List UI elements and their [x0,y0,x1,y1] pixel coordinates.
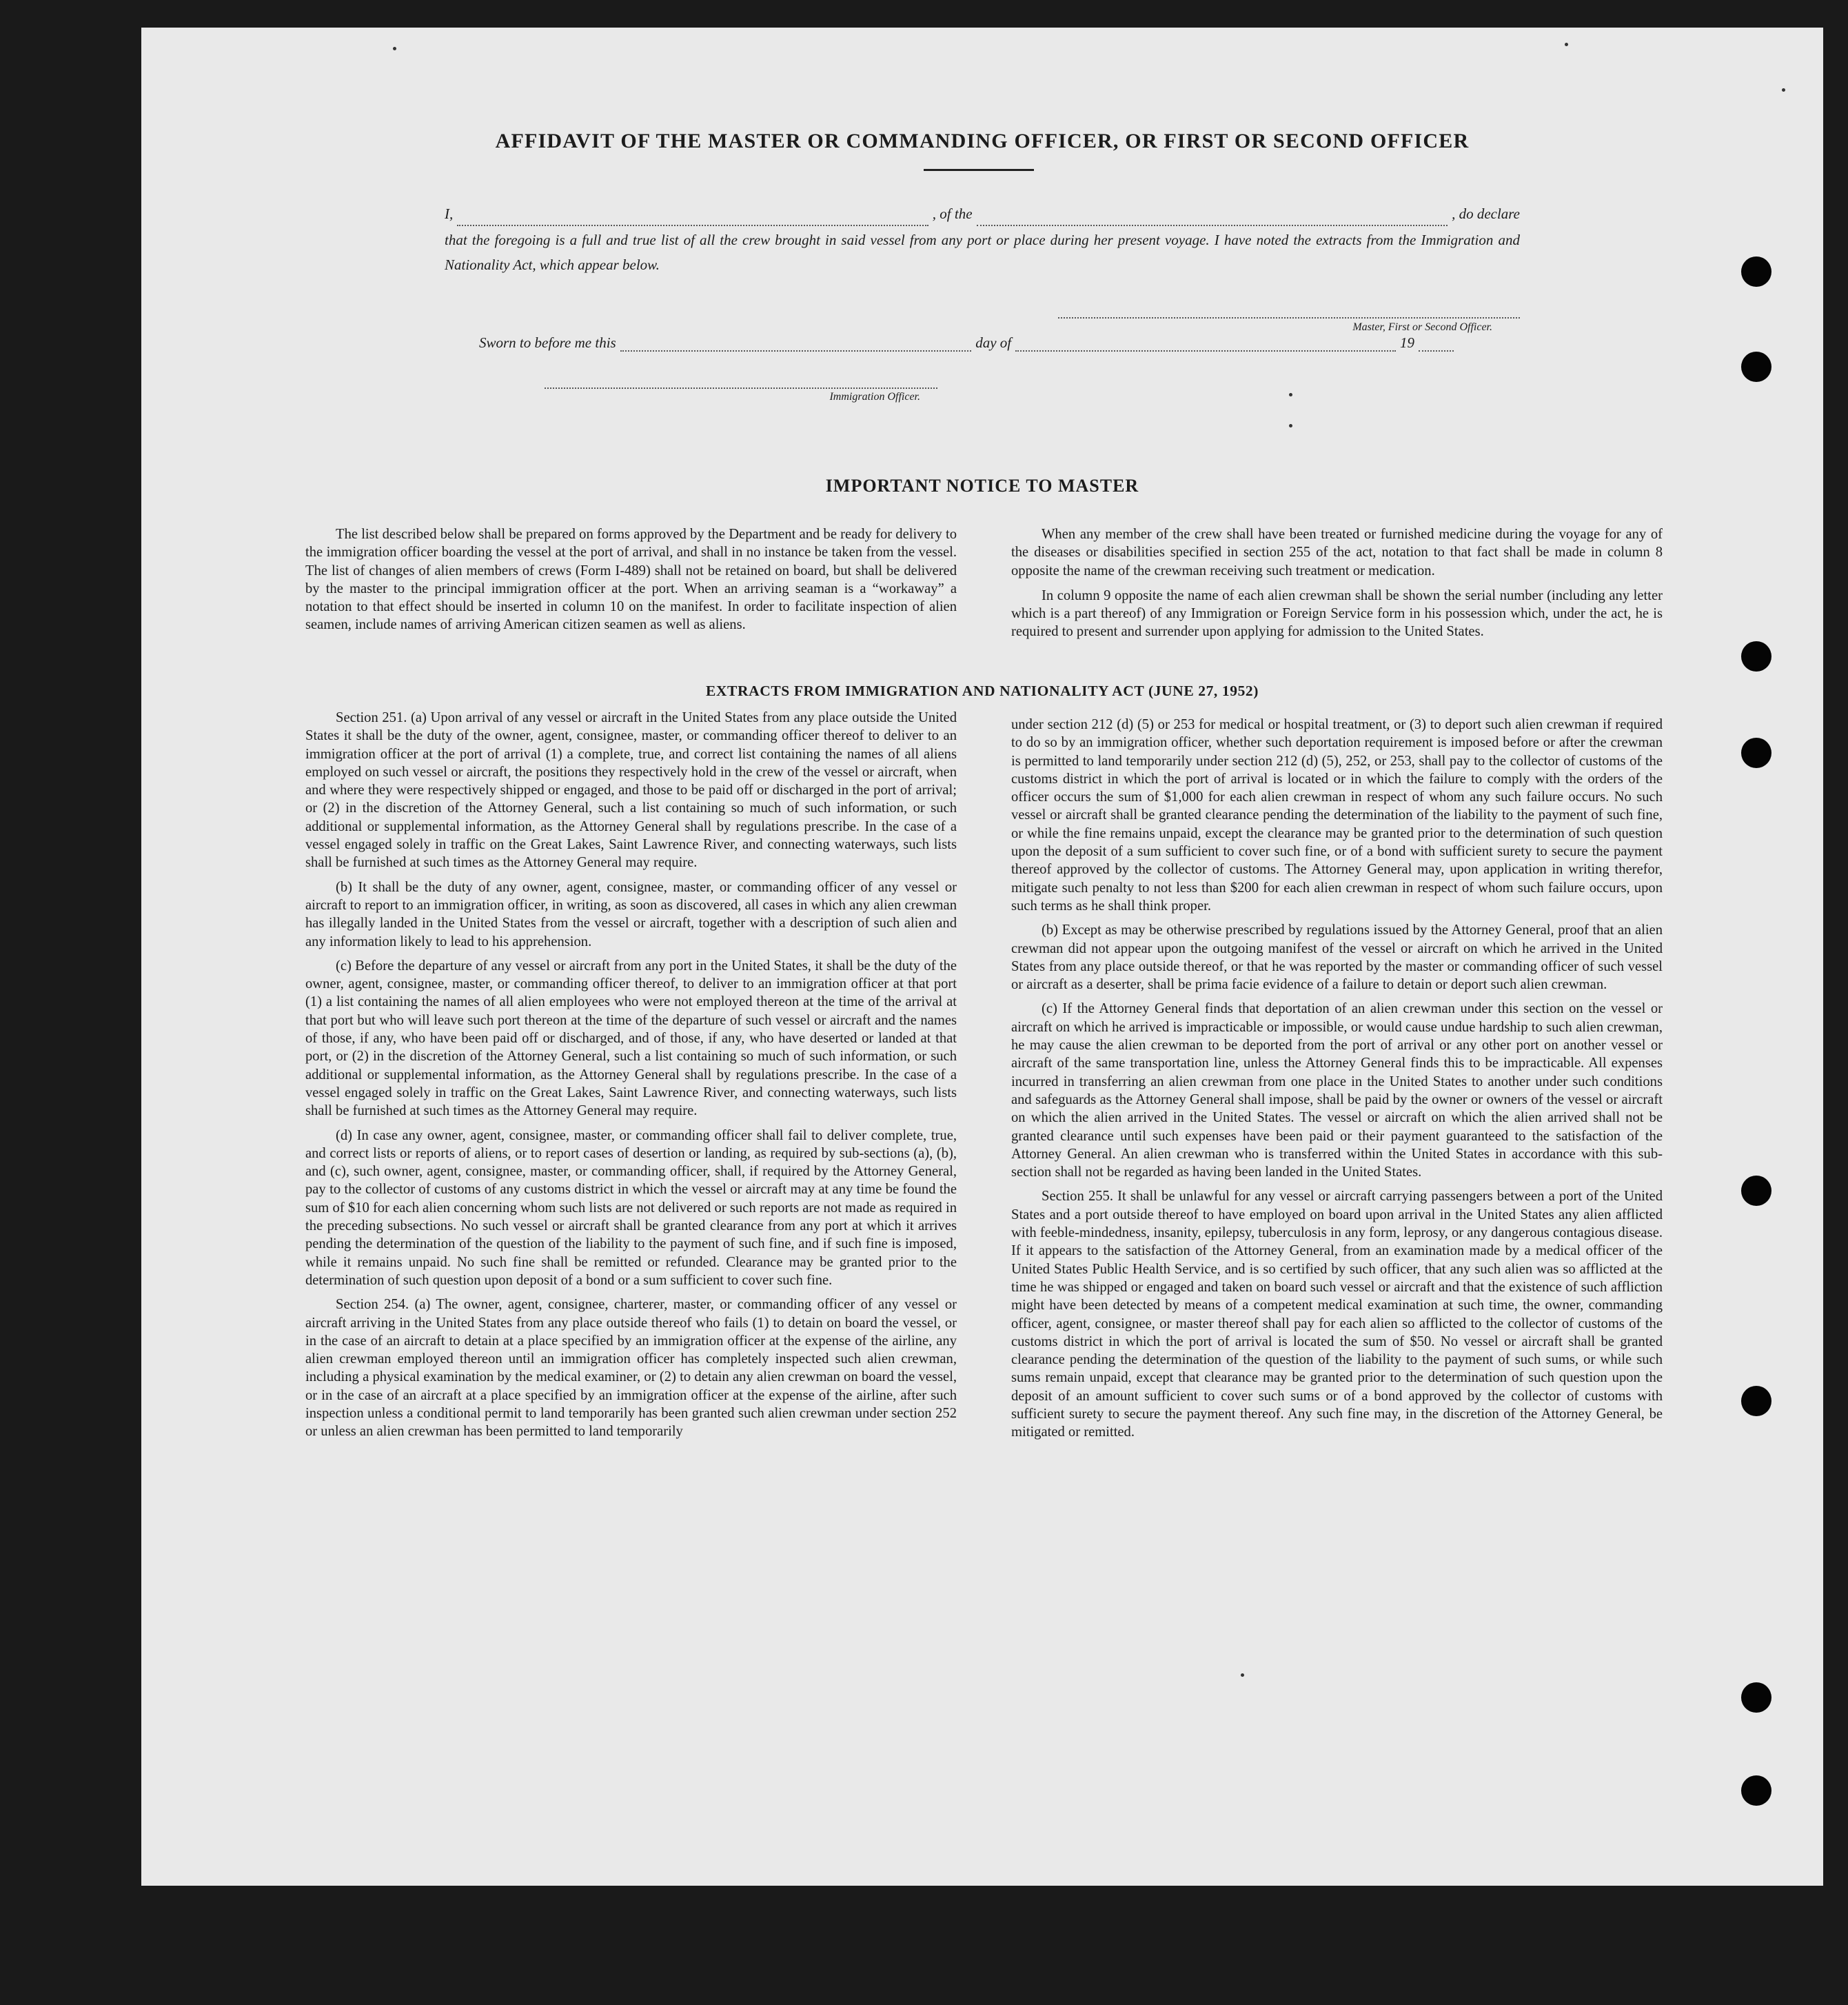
notice-left-column [305,525,957,634]
sworn-label: Sworn to before me this [479,334,616,351]
punch-hole-1 [1741,256,1771,287]
punch-hole-6 [1741,1386,1771,1416]
declaration-line [445,201,1520,226]
year-blank[interactable] [1419,336,1454,352]
punch-hole-3 [1741,641,1771,672]
notice-left-paragraph: The list described below shall be prepared on forms approved by the Department and be ready for delivery to the immigration officer boarding the vessel at the port of arrival, and shall in no instance be taken from the vessel. The list of changes of alien members of crews (Form I-489) shall not be retained on board, but shall be delivered by the master to the principal immigration officer at the port. When an arriving seaman is a “workaway” a notation to that effect should be inserted in column 10 on the manifest. In order to facilitate inspection of alien seamen, include names of arriving American citizen seamen as well as aliens. [305,527,957,633]
section-251d: (d) In case any owner, agent, consignee, master, or commanding officer shall fail to deliver complete, true, and correct lists or reports of aliens, or to report cases of desertion or landing, as required by sub-sections (a), (b), and (c), such owner, agent, consignee, master, or commanding officer, shall, if required by the Attorney General, pay to the collector of customs of any customs district in which the vessel or aircraft may at any time be found the sum of $10 for each alien concerning whom such lists are not delivered or such reports are not made as required in the preceding subsections. No such vessel or aircraft shall be granted clearance from any port at which it arrives pending the determination of the question of the liability to the payment of such fine, and if such fine is imposed, while it remains unpaid. No such fine shall be remitted or refunded. Clearance may be granted prior to the determination of such question upon deposit of a bond or a sum sufficient to cover such fine. [305,1127,957,1288]
notice-title: IMPORTANT NOTICE TO MASTER [825,476,1139,496]
section-254b: (b) Except as may be otherwise prescribed by regulations issued by the Attorney General, proof that an alien crewman did not appear upon the outgoing manifest of the vessel or aircraft on which he arrived in the United States from any place outside thereof, or that he was reported by the master or commanding officer of such vessel or aircraft as a deserter, shall be prima facie evidence of a failure to detain or deport such alien crewman. [1011,923,1663,993]
immigration-officer-line[interactable] [545,387,937,389]
year-label: 19 [1400,334,1415,351]
i-label: I, [445,205,454,222]
day-of-label: day of [975,334,1012,351]
master-signature-line[interactable] [1058,317,1520,319]
extracts-title: EXTRACTS FROM IMMIGRATION AND NATIONALITY ACT (JUNE 27, 1952) [705,683,1259,699]
form-page [141,28,1823,1886]
extracts-left-column [305,709,957,1441]
month-blank[interactable] [1015,336,1396,352]
notice-right-paragraph-2: In column 9 opposite the name of each alien crewman shall be shown the serial number (including any letter which is a part thereof) of any Immigration or Foreign Service form in his possession which, under the act, he is required to present and surrender upon applying for admission to the United States. [1011,587,1663,640]
extracts-right-column [1011,716,1663,1442]
punch-hole-2 [1741,352,1771,382]
section-255: Section 255. It shall be unlawful for any vessel or aircraft carrying passengers between a port of the United States and a port outside thereof to have employed on board upon arrival in the United States any alien afflicted with feeble-mindedness, insanity, epilepsy, tuberculosis in any form, leprosy, or any dangerous contagious disease. If it appears to the satisfaction of the Attorney General, from an examination made by a medical officer of the United States Public Health Service, and is so certified by such officer, that any such alien was so afflicted at the time he was shipped or engaged and taken on board such vessel or aircraft and that the existence of such affliction might have been detected by means of a competent medical examination at such time, the owner, commanding officer, agent, consignee, or master thereof shall pay for each alien so afflicted to the collector of customs of the customs district in which the port of arrival is located the sum of $50. No vessel or aircraft shall be granted clearance pending the determination of the question of the liability to the payment of such sums, or while such sums remain unpaid, except that clearance may be granted prior to the determination of such question upon the deposit of an amount sufficient to cover such sums or of a bond approved by the collector of customs with sufficient surety to secure the payment thereof. Any such fine may, in the discretion of the Attorney General, be mitigated or remitted. [1011,1189,1663,1440]
immigration-officer-label: Immigration Officer. [829,391,920,403]
section-254a: Section 254. (a) The owner, agent, consignee, charterer, master, or commanding officer of any vessel or aircraft arriving in the United States from any place outside thereof who fails (1) to detain on board the vessel, or in the case of an aircraft to detain at a place specified by an immigration officer at the expense of the airline, any alien crewman employed thereon until an immigration officer has completely inspected such alien crewman, including a physical examination by the medical examiner, or (2) to detain any alien crewman on board the vessel, or in the case of an aircraft at a place specified by an immigration officer at the expense of the airline, after such inspection unless a conditional permit to land temporarily has been granted such alien crewman under section 252 or unless an alien crewman has been permitted to land temporarily [305,1297,957,1440]
master-signature-label: Master, First or Second Officer. [1352,321,1492,333]
punch-hole-4 [1741,738,1771,768]
section-254c: (c) If the Attorney General finds that deportation of an alien crewman under this section on the vessel or aircraft on which he arrived is impracticable or impossible, or would cause undue hardship to such alien crewman, he may cause the alien crewman to be deported from the port of arrival or any other port on another vessel or aircraft of the same transportation line, unless the Attorney General finds this to be impracticable. All expenses incurred in transferring an alien crewman from one place in the United States to another under such conditions and safeguards as the Attorney General shall impose, shall be paid by the owner or owners of the vessel or aircraft on which the alien arrived in the United States. The vessel or aircraft on which the alien arrived shall not be granted clearance until such expenses have been paid or their payment guaranteed to the satisfaction of the Attorney General. An alien crewman who is transferred within the United States in accordance with this sub-section shall not be regarded as having been landed in the United States. [1011,1001,1663,1180]
affidavit-title: AFFIDAVIT OF THE MASTER OR COMMANDING OFFICER, OR FIRST OR SECOND OFFICER [495,130,1470,152]
of-the-label: , of the [932,205,973,222]
do-declare-label: , do declare [1452,205,1521,222]
punch-hole-7 [1741,1682,1771,1713]
name-blank[interactable] [457,210,928,226]
notice-right-column [1011,525,1663,641]
section-254a-continued: under section 212 (d) (5) or 253 for medical or hospital treatment, or (3) to deport such alien crewman if required to do so by an immigration officer, whether such deportation requirement is imposed before or after the crewman is permitted to land temporarily under section 212 (d) (5), 252, or 253, shall pay to the collector of customs of the customs district in which the port of arrival is located or in which the failure to comply with the orders of the officer occurs the sum of $1,000 for each alien crewman in respect of whom any such failure occurs. No such vessel or aircraft shall be granted clearance pending the determination of the liability to the payment of such fine, or while the fine remains unpaid, except the clearance may be granted prior to the determination of such question upon the deposit of a sum sufficient to cover such fine, or of a bond with sufficient surety to secure the payment thereof approved by the collector of customs. The Attorney General may, upon application in writing therefor, mitigate such penalty to not less than $200 for each alien crewman in respect of whom such failure occurs, upon such terms as he shall think proper. [1011,717,1663,914]
title-rule [924,169,1034,171]
declaration-text: that the foregoing is a full and true list of all the crew brought in said vessel from any port or place during her present voyage. I have noted the extracts from the Immigration and Nationality Act, which appear below. [445,232,1520,273]
punch-hole-5 [1741,1176,1771,1206]
vessel-blank[interactable] [977,210,1448,226]
sworn-line [479,334,1458,352]
notice-right-paragraph-1: When any member of the crew shall have been treated or furnished medicine during the voyage for any of the diseases or disabilities specified in section 255 of the act, notation to that fact shall be made in column 8 opposite the name of the crewman receiving such treatment or medication. [1011,527,1663,578]
section-251b: (b) It shall be the duty of any owner, agent, consignee, master, or commanding officer of any vessel or aircraft to report to an immigration officer, in writing, as soon as discovered, all cases in which any alien crewman has illegally landed in the United States from the vessel or aircraft, together with a description of such alien and any information likely to lead to his apprehension. [305,879,957,949]
day-blank[interactable] [620,336,971,352]
punch-hole-8 [1741,1775,1771,1806]
section-251a: Section 251. (a) Upon arrival of any vessel or aircraft in the United States from any place outside the United States it shall be the duty of the owner, agent, consignee, master, or commanding officer thereof to deliver to an immigration officer at the port of arrival (1) a complete, true, and correct list containing the names of all aliens employed on such vessel or aircraft, the positions they respectively hold in the crew of the vessel or aircraft, when and where they were respectively shipped or engaged, and those to be paid off or discharged in the port of arrival; or (2) in the discretion of the Attorney General, such a list containing so much of such information, or such additional or supplemental information, as the Attorney General shall by regulations prescribe. In the case of a vessel engaged solely in traffic on the Great Lakes, Saint Lawrence River, and connecting waterways, such lists shall be furnished at such times as the Attorney General may require. [305,710,957,871]
section-251c: (c) Before the departure of any vessel or aircraft from any port in the United States, it shall be the duty of the owner, agent, consignee, master, or commanding officer thereof, to deliver to an immigration officer at that port (1) a list containing the names of all alien employees who were not employed thereon at the time of the arrival at that port but who will leave such port thereon at the time of the departure of such vessel or aircraft and the names of those, if any, who have been paid off or discharged, and of those, if any, who have deserted or landed at that port, or (2) in the discretion of the Attorney General, such a list containing so much of such information, or such additional or supplemental information, as the Attorney General shall by regulations prescribe. In the case of a vessel engaged solely in traffic on the Great Lakes, Saint Lawrence River, and connecting waterways, such lists shall be furnished at such times as the Attorney General may require. [305,958,957,1119]
